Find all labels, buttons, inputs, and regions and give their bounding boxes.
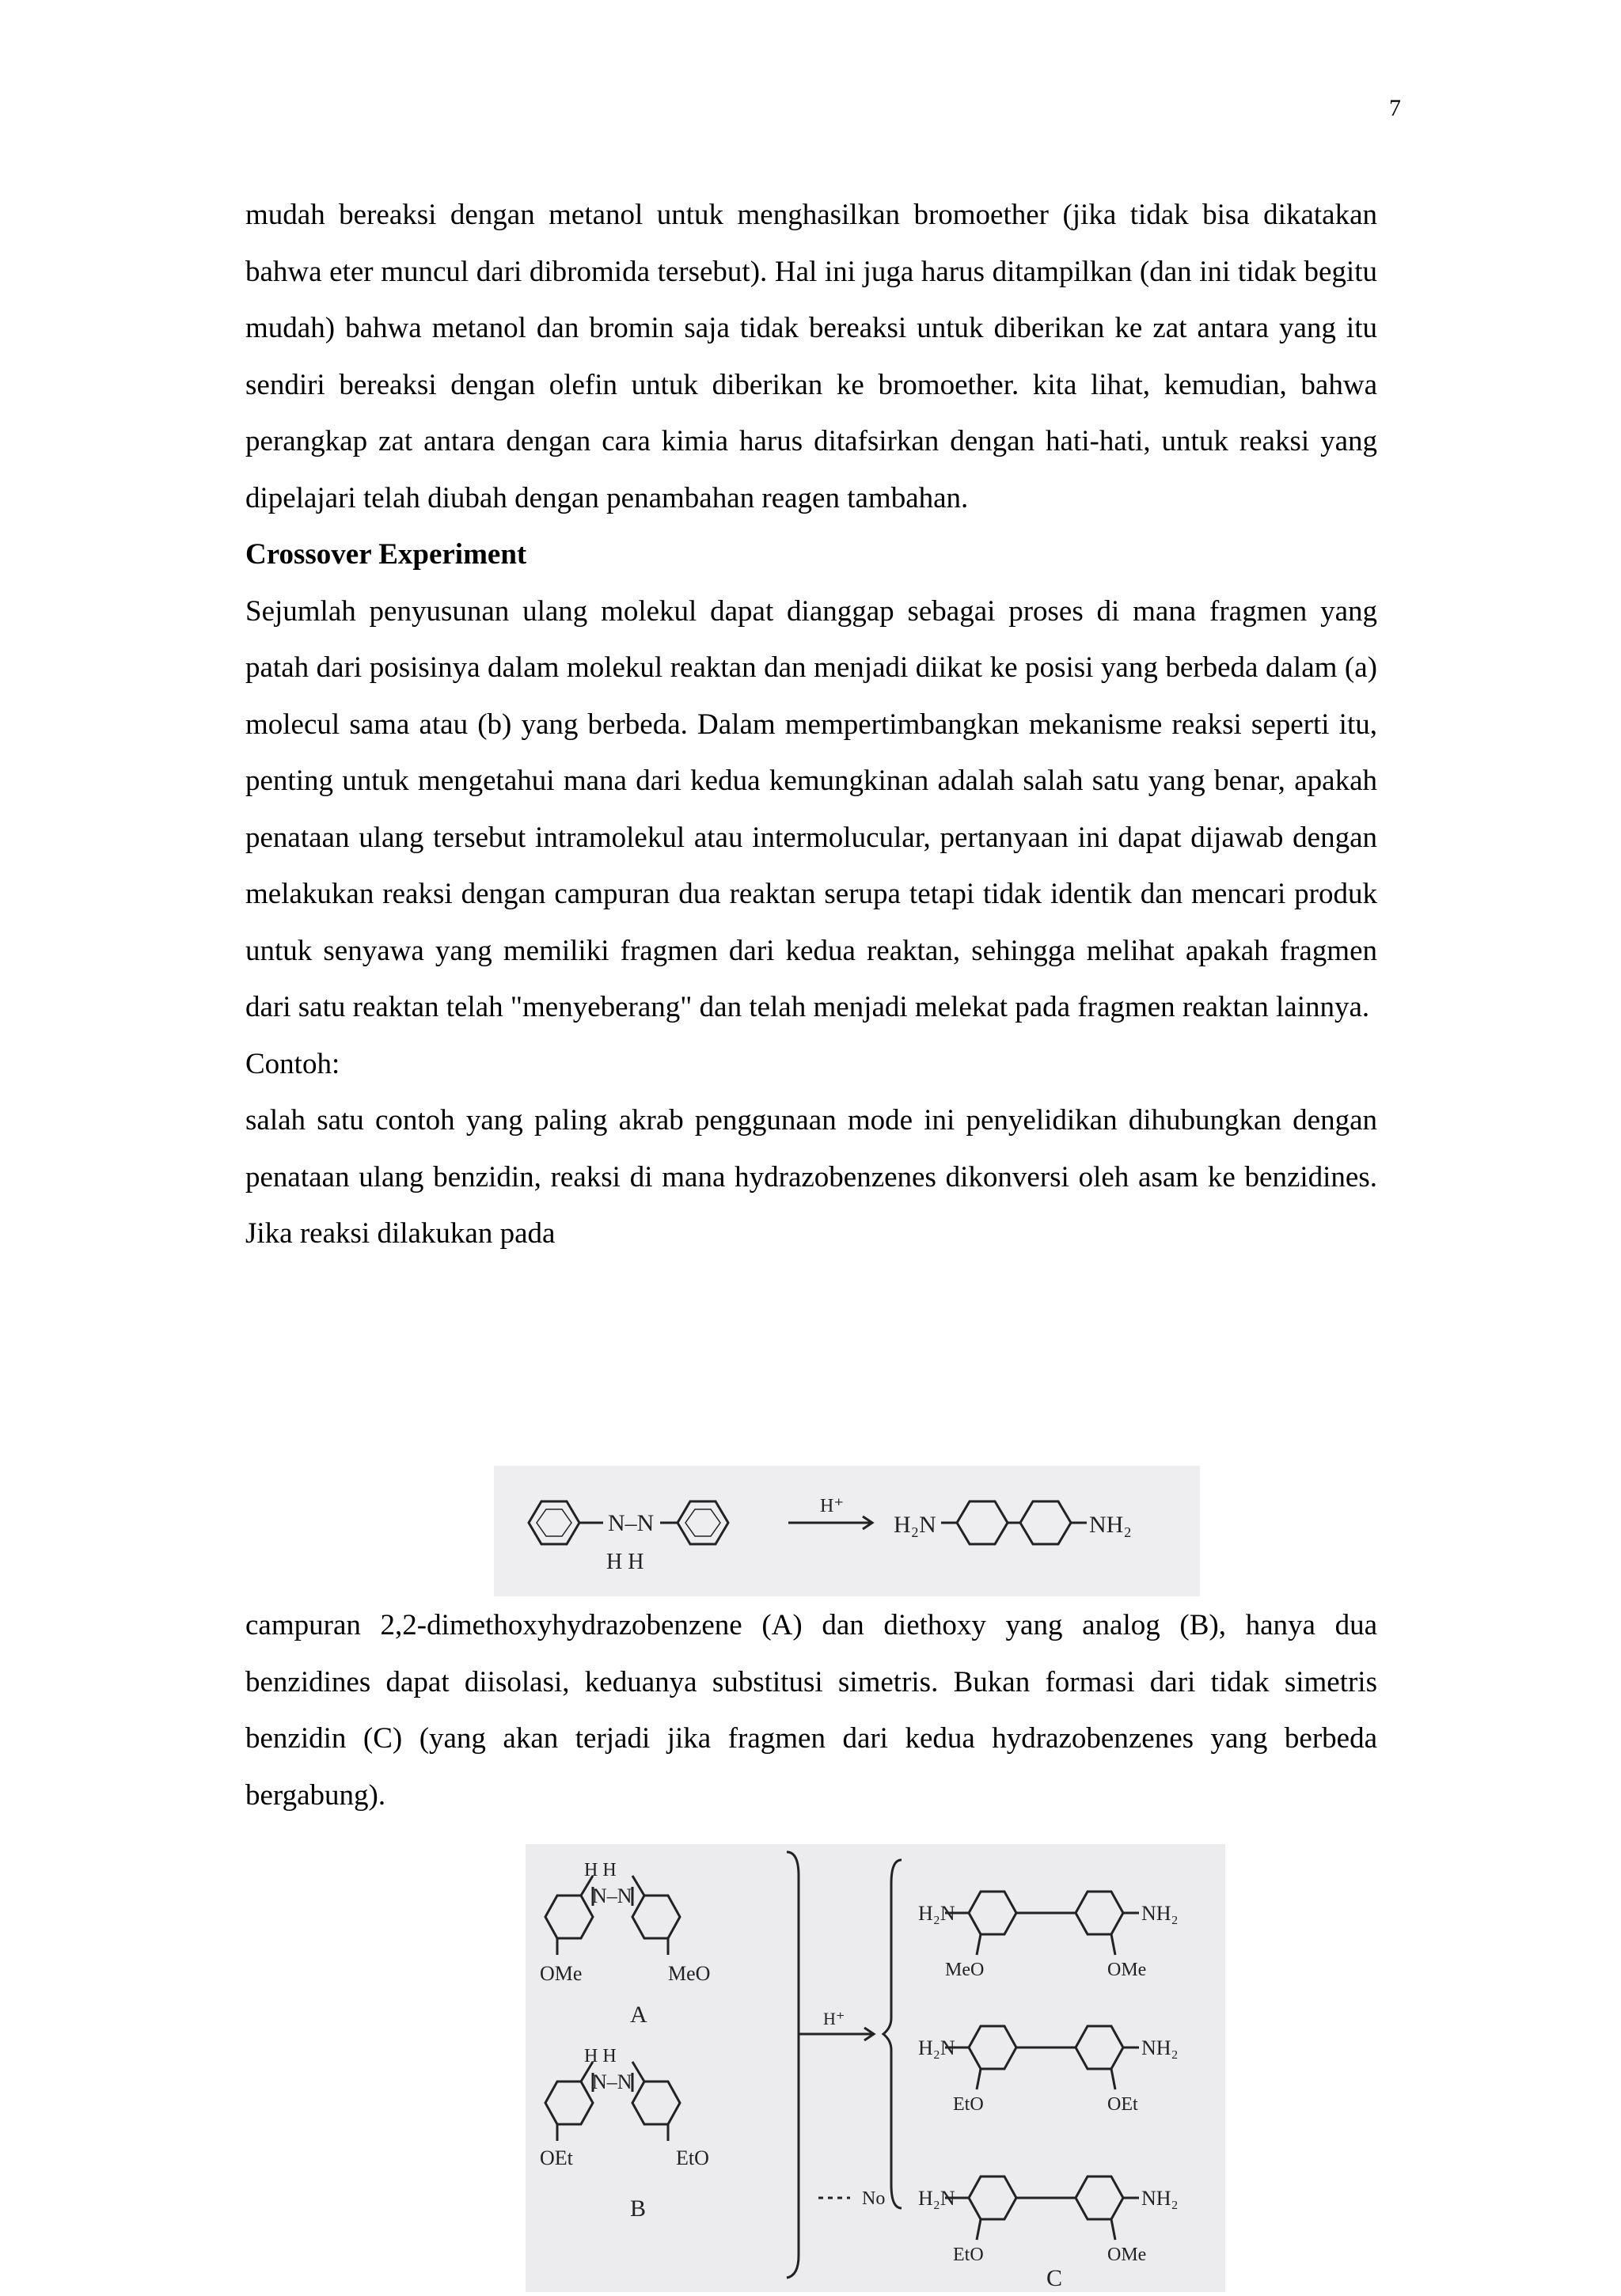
product-c-ring-left bbox=[969, 2176, 1016, 2219]
product-c-ring-right bbox=[1076, 2176, 1123, 2219]
reactant-a-n-atoms: N–N bbox=[592, 1884, 632, 1907]
page-number: 7 bbox=[1389, 95, 1401, 121]
product-c-amine-right: NH₂ bbox=[1141, 2187, 1179, 2210]
acid-catalyst-label: H⁺ bbox=[820, 1496, 844, 1516]
reactant-b-n-atoms: N–N bbox=[592, 2070, 632, 2093]
label-b: B bbox=[630, 2195, 647, 2222]
reactant-b-oet-label: OEt bbox=[540, 2146, 573, 2169]
benzene-ring-left-inner bbox=[537, 1509, 571, 1536]
product-1-ring-left bbox=[969, 1892, 1016, 1934]
reactant-b-eto-label: EtO bbox=[676, 2146, 709, 2169]
amine-left-label: H₂N bbox=[894, 1512, 936, 1538]
crossover-experiment-figure bbox=[526, 1844, 1225, 2292]
reactant-a-ring-left bbox=[545, 1896, 593, 1938]
no-label: No bbox=[862, 2188, 886, 2209]
product-c-ome-label: OMe bbox=[1107, 2245, 1147, 2265]
reactant-b-ring-right bbox=[632, 2082, 680, 2124]
product-2-ring-right bbox=[1076, 2026, 1123, 2069]
reactant-b-h-atoms: H H bbox=[584, 2046, 617, 2066]
product-1-ome-label: OMe bbox=[1107, 1960, 1147, 1980]
paragraph-contoh-label: Contoh: bbox=[245, 1047, 340, 1080]
product-2-amine-right: NH₂ bbox=[1141, 2036, 1179, 2059]
acid-catalyst-label: H⁺ bbox=[823, 2009, 845, 2028]
paragraph-benzidine-intro: salah satu contoh yang paling akrab penggunaan mode ini penyelidikan dihubungkan dengan penataan ulang benzidin, reaksi di mana hydrazobenzenes dikonversi oleh asam ke benzidines. Jika reaksi dilakukan pada bbox=[245, 1104, 1377, 1250]
amine-right-label: NH₂ bbox=[1089, 1512, 1132, 1538]
biphenyl-ring-left bbox=[957, 1501, 1008, 1544]
hydrazo-h-atoms: H H bbox=[606, 1550, 644, 1574]
reactant-a-h-atoms: H H bbox=[584, 1860, 617, 1880]
benzene-ring-right-inner bbox=[685, 1509, 720, 1536]
product-bracket bbox=[883, 1860, 902, 2208]
paragraph-crossover-result: campuran 2,2-dimethoxyhydrazobenzene (A) dan diethoxy yang analog (B), hanya dua benzidines dapat diisolasi, keduanya substitusi simetris. Bukan formasi dari tidak simetris benzidin (C) (yang akan terjadi jika fragmen dari kedua hydrazobenzenes yang berbeda bergabung). bbox=[245, 1609, 1377, 1812]
paragraph-crossover: Sejumlah penyusunan ulang molekul dapat dianggap sebagai proses di mana fragmen yang patah dari posisinya dalam molekul reaktan dan menjadi diikat ke posisi yang berbeda dalam (a) molecul sama atau (b) yang berbeda. Dalam mempertimbangkan mekanisme reaksi seperti itu, penting untuk mengetahui mana dari kedua kemungkinan adalah salah satu yang benar, apakah penataan ulang tersebut intramolekul atau intermolucular, pertanyaan ini dapat dijawab dengan melakukan reaksi dengan campuran dua reaktan serupa tetapi tidak identik dan mencari produk untuk senyawa yang memiliki fragmen dari kedua reaktan, sehingga melihat apakah fragmen dari satu reaktan telah "menyeberang" dan telah menjadi melekat pada fragmen reaktan lainnya. bbox=[245, 594, 1377, 1023]
product-2-eto-label: EtO bbox=[953, 2094, 984, 2115]
section-heading: Crossover Experiment bbox=[245, 538, 527, 571]
reactant-a-meo-label: MeO bbox=[668, 1962, 711, 1985]
product-2-amine-left: H₂N bbox=[918, 2036, 955, 2059]
document-body-continued bbox=[245, 1597, 1377, 1824]
biphenyl-ring-right bbox=[1020, 1501, 1071, 1544]
reactant-bracket bbox=[787, 1852, 799, 2278]
label-c: C bbox=[1046, 2265, 1063, 2291]
product-1-amine-left: H₂N bbox=[918, 1902, 955, 1925]
reactant-b-ring-left bbox=[545, 2082, 593, 2124]
product-2-ring-left bbox=[969, 2026, 1016, 2069]
product-1-meo-label: MeO bbox=[945, 1960, 985, 1980]
reactant-a-ring-right bbox=[632, 1896, 680, 1938]
product-1-amine-right: NH₂ bbox=[1141, 1902, 1179, 1925]
document-body bbox=[245, 187, 1377, 1262]
benzidine-reaction-figure bbox=[494, 1466, 1200, 1596]
paragraph-bromoether: mudah bereaksi dengan metanol untuk menghasilkan bromoether (jika tidak bisa dikatakan bahwa eter muncul dari dibromida tersebut). Hal ini juga harus ditampilkan (dan ini tidak begitu mudah) bahwa metanol dan bromin saja tidak bereaksi untuk diberikan ke zat antara yang itu sendiri bereaksi dengan olefin untuk diberikan ke bromoether. kita lihat, kemudian, bahwa perangkap zat antara dengan cara kimia harus ditafsirkan dengan hati-hati, untuk reaksi yang dipelajari telah diubah dengan penambahan reagen tambahan. bbox=[245, 199, 1377, 514]
product-c-eto-label: EtO bbox=[953, 2245, 984, 2265]
hydrazo-n-atoms: N–N bbox=[608, 1510, 655, 1536]
product-1-ring-right bbox=[1076, 1892, 1123, 1934]
label-a: A bbox=[630, 2002, 647, 2028]
product-c-amine-left: H₂N bbox=[918, 2187, 955, 2210]
product-2-oet-label: OEt bbox=[1107, 2094, 1138, 2115]
reactant-a-ome-label: OMe bbox=[540, 1962, 583, 1985]
